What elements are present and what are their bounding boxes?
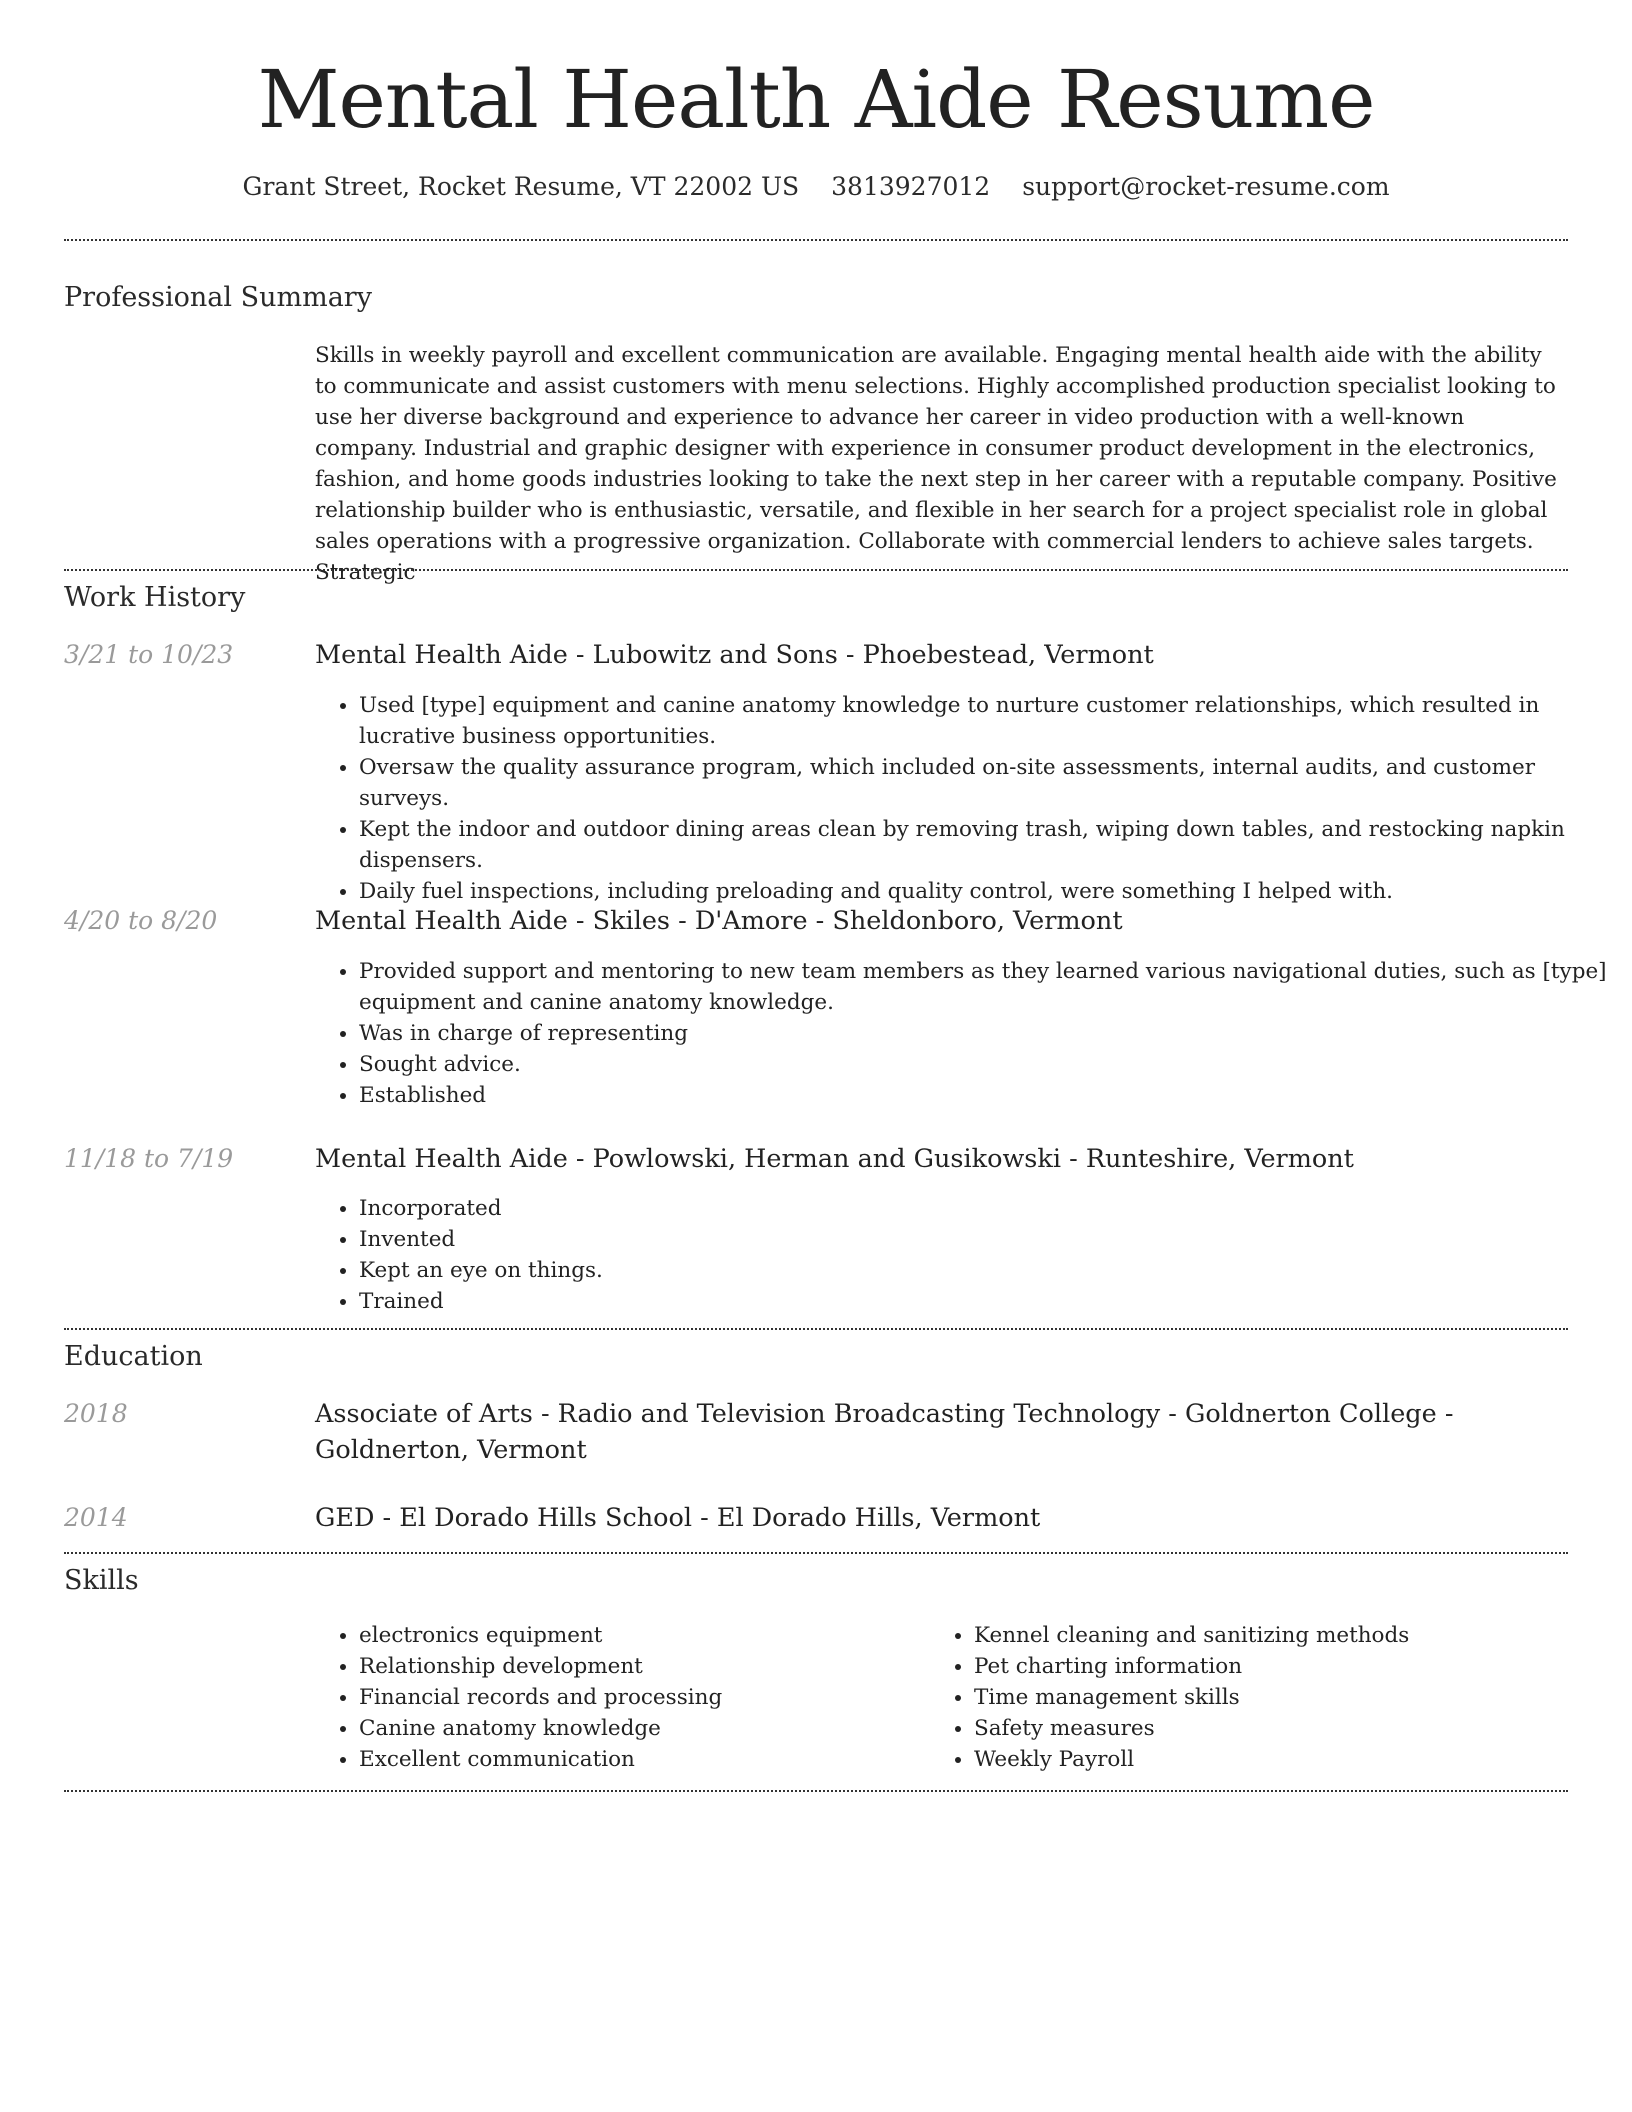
job-bullets: [315, 690, 1612, 907]
job-dates: 4/20 to 8/20: [64, 906, 218, 935]
job-dates: 3/21 to 10/23: [64, 640, 234, 669]
job-heading: Mental Health Aide - Skiles - D'Amore - Sheldonboro, Vermont: [315, 906, 1123, 936]
job-heading: Mental Health Aide - Powlowski, Herman and Gusikowski - Runteshire, Vermont: [315, 1144, 1354, 1174]
section-title-skills: Skills: [64, 1565, 139, 1596]
list-item: • Relationship development: [359, 1651, 979, 1682]
list-item: • Kept the indoor and outdoor dining areas clean by removing trash, wiping down tables, and restocking napkin dispensers.: [359, 814, 1612, 876]
list-item: • Weekly Payroll: [974, 1744, 1594, 1775]
job-bullets: [315, 1193, 1612, 1317]
section-title-education: Education: [64, 1341, 203, 1372]
list-item: • Invented: [359, 1224, 1612, 1255]
list-item: • Safety measures: [974, 1713, 1594, 1744]
section-divider: [64, 569, 1568, 571]
summary-text: Skills in weekly payroll and excellent communication are available. Engaging mental health aide with the ability to communicate and assist customers with menu selections. Highly accomplished production specialist looking to use her diverse background and experience to advance her career in video production with a well-known company. Industrial and graphic designer with experience in consumer product development in the electronics, fashion, and home goods industries looking to take the next step in her career with a reputable company. Positive relationship builder who is enthusiastic, versatile, and flexible in her search for a project specialist role in global sales operations with a progressive organization. Collaborate with commercial lenders to achieve sales targets. Strategic: [315, 343, 1557, 585]
list-item: • Financial records and processing: [359, 1682, 979, 1713]
job-heading: Mental Health Aide - Lubowitz and Sons - Phoebestead, Vermont: [315, 640, 1154, 670]
skills-list-right: [930, 1620, 1594, 1775]
job-bullets: [315, 956, 1612, 1111]
contact-phone: 3813927012: [831, 172, 991, 201]
list-item: • Pet charting information: [974, 1651, 1594, 1682]
list-item: • Kennel cleaning and sanitizing methods: [974, 1620, 1594, 1651]
section-title-work: Work History: [64, 582, 246, 613]
contact-email: support@rocket-resume.com: [1022, 172, 1390, 201]
education-heading: GED - El Dorado Hills School - El Dorado Hills, Vermont: [315, 1503, 1041, 1533]
list-item: • Kept an eye on things.: [359, 1255, 1612, 1286]
education-heading: Associate of Arts - Radio and Television Broadcasting Technology - Goldnerton College - Goldnerton, Vermont: [315, 1399, 1454, 1465]
section-divider: [64, 1552, 1568, 1554]
list-item: • Provided support and mentoring to new team members as they learned various navigational duties, such as [type] equipment and canine anatomy knowledge.: [359, 956, 1612, 1018]
list-item: • Trained: [359, 1286, 1612, 1317]
list-item: • Oversaw the quality assurance program, which included on-site assessments, internal audits, and customer surveys.: [359, 752, 1612, 814]
list-item: • Incorporated: [359, 1193, 1612, 1224]
list-item: • Was in charge of representing: [359, 1018, 1612, 1049]
list-item: • Established: [359, 1080, 1612, 1111]
list-item: • Time management skills: [974, 1682, 1594, 1713]
education-year: 2014: [64, 1503, 128, 1532]
section-divider: [64, 1790, 1568, 1792]
contact-line: [0, 172, 1632, 202]
section-divider: [64, 239, 1568, 241]
list-item: • Daily fuel inspections, including preloading and quality control, were something I helped with.: [359, 876, 1612, 907]
job-dates: 11/18 to 7/19: [64, 1144, 234, 1173]
contact-address: Grant Street, Rocket Resume, VT 22002 US: [242, 172, 800, 201]
section-divider: [64, 1328, 1568, 1330]
skills-list-left: [315, 1620, 979, 1775]
list-item: • Used [type] equipment and canine anatomy knowledge to nurture customer relationships, which resulted in lucrative business opportunities.: [359, 690, 1612, 752]
section-title-summary: Professional Summary: [64, 282, 372, 313]
resume-title: Mental Health Aide Resume: [257, 53, 1375, 146]
list-item: • Excellent communication: [359, 1744, 979, 1775]
list-item: • electronics equipment: [359, 1620, 979, 1651]
education-year: 2018: [64, 1399, 128, 1428]
list-item: • Sought advice.: [359, 1049, 1612, 1080]
list-item: • Canine anatomy knowledge: [359, 1713, 979, 1744]
